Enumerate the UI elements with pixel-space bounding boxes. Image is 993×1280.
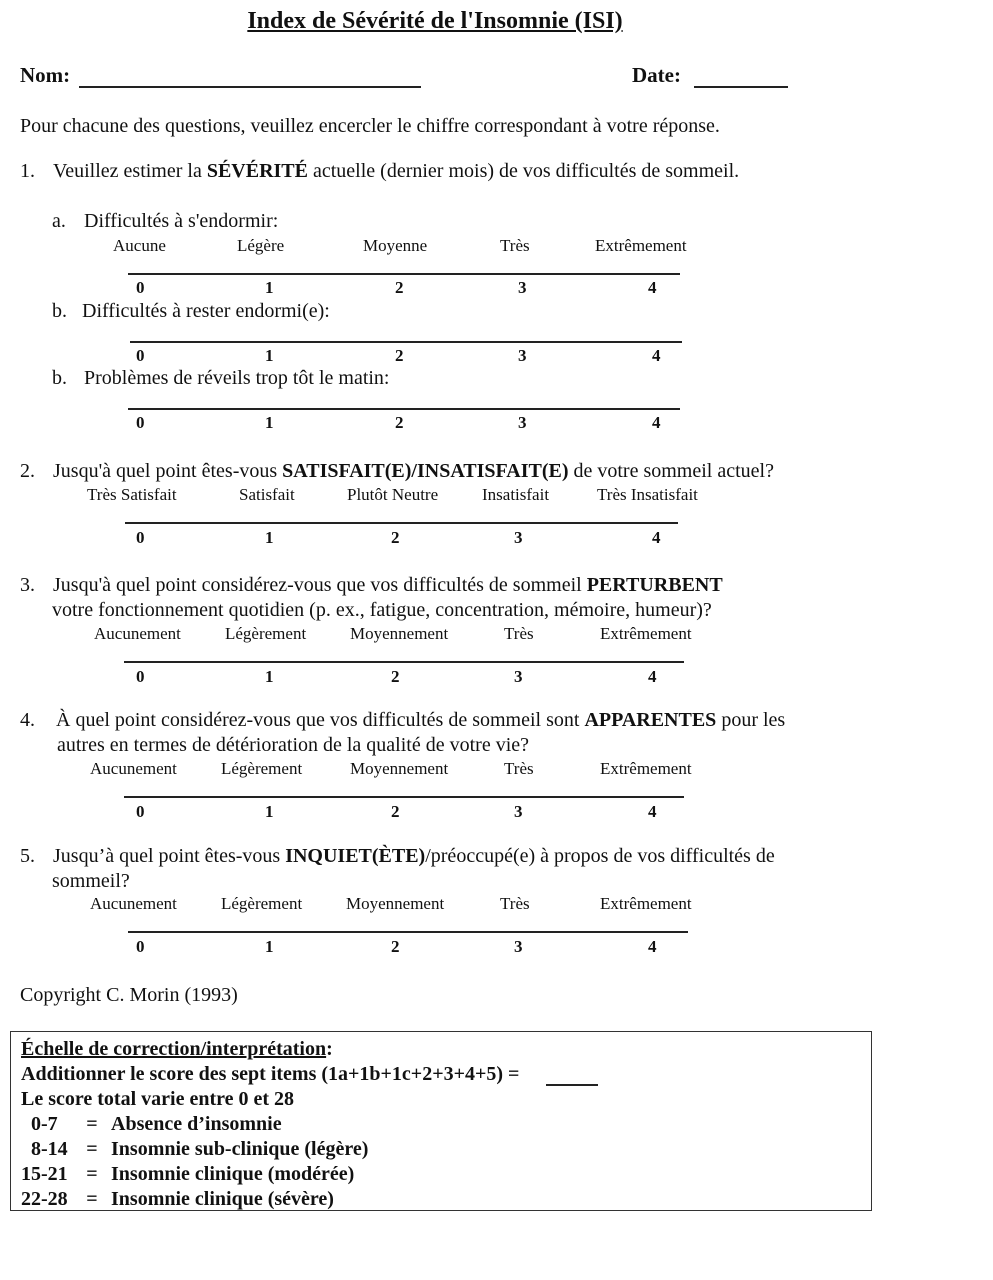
scale-option-1[interactable]: 1 <box>265 802 274 821</box>
name-field-group <box>20 63 421 88</box>
anchor-label: Extrêmement <box>600 759 692 778</box>
question-1c <box>52 367 390 390</box>
scale-option-1[interactable]: 1 <box>265 413 274 432</box>
scale-option-1[interactable]: 1 <box>265 667 274 686</box>
scale-option-2[interactable]: 2 <box>391 528 400 547</box>
question-text: Jusqu'à quel point êtes-vous <box>53 460 283 482</box>
scoring-box <box>10 1031 872 1211</box>
anchor-label: Plutôt Neutre <box>347 485 439 504</box>
scale-option-2[interactable]: 2 <box>395 413 404 432</box>
scale-option-4[interactable]: 4 <box>648 667 657 686</box>
scale-option-0[interactable]: 0 <box>136 937 145 956</box>
scale-line <box>128 931 688 933</box>
question-keyword: SÉVÉRITÉ <box>206 160 308 182</box>
anchor-label: Moyenne <box>363 236 428 255</box>
anchor-label: Très <box>500 236 530 255</box>
sum-instruction: Additionner le score des sept items (1a+1b+1c+2+3+4+5) = <box>21 1063 520 1085</box>
scale-option-3[interactable]: 3 <box>514 528 523 547</box>
question-text: Jusqu’à quel point êtes-vous <box>53 845 286 867</box>
scale-option-2[interactable]: 2 <box>395 346 404 365</box>
question-text-line2: votre fonctionnement quotidien (p. ex., fatigue, concentration, mémoire, humeur)? <box>52 599 712 621</box>
anchor-label: Très <box>504 759 534 778</box>
question-keyword: INQUIET(ÈTE) <box>285 845 426 867</box>
anchor-label: Satisfait <box>239 485 295 504</box>
question-text: À quel point considérez-vous que vos difficultés de sommeil sont <box>56 709 585 731</box>
scale-line <box>130 341 682 343</box>
question-text: Veuillez estimer la <box>53 160 207 182</box>
name-input[interactable] <box>79 64 421 88</box>
anchor-label: Aucunement <box>90 894 177 913</box>
scoring-heading-line <box>21 1038 333 1061</box>
scale-option-3[interactable]: 3 <box>514 802 523 821</box>
sum-instruction-line <box>21 1063 598 1086</box>
scale-option-2[interactable]: 2 <box>395 278 404 297</box>
scale-line <box>124 796 684 798</box>
interpretation-label: Insomnie clinique (sévère) <box>111 1188 334 1210</box>
date-label: Date: <box>632 63 681 87</box>
anchor-label: Aucune <box>113 236 166 255</box>
scale-option-4[interactable]: 4 <box>652 413 661 432</box>
scale-option-3[interactable]: 3 <box>514 937 523 956</box>
sub-item-letter: a. <box>52 210 66 232</box>
anchor-label: Insatisfait <box>482 485 550 504</box>
scale-line <box>124 661 684 663</box>
scale-option-0[interactable]: 0 <box>136 528 145 547</box>
anchor-label: Extrêmement <box>595 236 687 255</box>
scale-option-4[interactable]: 4 <box>652 346 661 365</box>
scale-option-4[interactable]: 4 <box>648 802 657 821</box>
scale-option-3[interactable]: 3 <box>518 413 527 432</box>
scale-option-0[interactable]: 0 <box>136 667 145 686</box>
heading-colon: : <box>326 1038 333 1060</box>
anchor-label: Légèrement <box>221 894 303 913</box>
instructions: Pour chacune des questions, veuillez encercler le chiffre correspondant à votre réponse. <box>20 115 720 137</box>
anchor-label: Extrêmement <box>600 894 692 913</box>
date-field-group <box>632 63 788 88</box>
scale-option-1[interactable]: 1 <box>265 278 274 297</box>
scale-option-2[interactable]: 2 <box>391 667 400 686</box>
interpretation-row <box>21 1188 334 1211</box>
anchor-label: Très <box>504 624 534 643</box>
question-2 <box>20 460 774 483</box>
question-5 <box>20 845 775 868</box>
equals-sign: = <box>86 1138 98 1160</box>
scale-option-1[interactable]: 1 <box>265 346 274 365</box>
anchor-label: Légèrement <box>221 759 303 778</box>
scoring-heading: Échelle de correction/interprétation <box>21 1038 327 1060</box>
anchor-label: Très <box>500 894 530 913</box>
sub-item-text: Difficultés à s'endormir: <box>84 210 279 232</box>
equals-sign: = <box>86 1163 98 1185</box>
scale-option-2[interactable]: 2 <box>391 802 400 821</box>
total-score-input[interactable] <box>546 1066 598 1086</box>
anchor-label: Moyennement <box>346 894 445 913</box>
scale-option-4[interactable]: 4 <box>648 278 657 297</box>
anchor-label: Moyennement <box>350 624 449 643</box>
scale-option-3[interactable]: 3 <box>514 667 523 686</box>
interpretation-range: 8-14 <box>31 1138 68 1160</box>
interpretation-row <box>21 1113 282 1136</box>
question-3 <box>20 574 723 597</box>
scale-option-0[interactable]: 0 <box>136 346 145 365</box>
question-text: /préoccupé(e) à propos de vos difficultés de <box>425 845 775 867</box>
question-text: pour les <box>716 709 786 731</box>
scale-option-0[interactable]: 0 <box>136 413 145 432</box>
anchor-label: Légère <box>237 236 285 255</box>
score-range-text: Le score total varie entre 0 et 28 <box>21 1088 295 1110</box>
sub-item-text: Problèmes de réveils trop tôt le matin: <box>84 367 390 389</box>
interpretation-label: Absence d’insomnie <box>111 1113 282 1135</box>
question-4 <box>20 709 785 732</box>
scale-option-1[interactable]: 1 <box>265 937 274 956</box>
question-1a <box>52 210 278 233</box>
scale-option-4[interactable]: 4 <box>648 937 657 956</box>
scale-option-3[interactable]: 3 <box>518 346 527 365</box>
interpretation-range: 0-7 <box>31 1113 58 1135</box>
question-text: de votre sommeil actuel? <box>568 460 774 482</box>
sub-item-text: Difficultés à rester endormi(e): <box>82 300 330 322</box>
scale-line <box>125 522 678 524</box>
question-keyword: PERTURBENT <box>586 574 723 596</box>
interpretation-range: 15-21 <box>21 1163 68 1185</box>
question-text: actuelle (dernier mois) de vos difficultés de sommeil. <box>307 160 740 182</box>
question-text-line2: autres en termes de détérioration de la qualité de votre vie? <box>57 734 530 756</box>
sub-item-letter: b. <box>52 367 67 389</box>
interpretation-range: 22-28 <box>21 1188 68 1210</box>
anchor-label: Très Satisfait <box>87 485 177 504</box>
scale-line <box>128 408 680 410</box>
question-1 <box>20 160 739 183</box>
question-text: Jusqu'à quel point considérez-vous que vos difficultés de sommeil <box>53 574 587 596</box>
scale-option-4[interactable]: 4 <box>652 528 661 547</box>
interpretation-row <box>21 1163 354 1186</box>
scale-line <box>128 273 680 275</box>
page-title: Index de Sévérité de l'Insomnie (ISI) <box>247 8 623 34</box>
interpretation-label: Insomnie sub-clinique (légère) <box>111 1138 369 1160</box>
anchor-label: Aucunement <box>94 624 181 643</box>
question-number: 1. <box>20 160 35 182</box>
question-text-line2: sommeil? <box>52 870 130 892</box>
scale-option-2[interactable]: 2 <box>391 937 400 956</box>
anchor-label: Aucunement <box>90 759 177 778</box>
equals-sign: = <box>86 1188 98 1210</box>
question-keyword: SATISFAIT(E)/INSATISFAIT(E) <box>282 460 569 482</box>
anchor-label: Très Insatisfait <box>597 485 698 504</box>
copyright-notice: Copyright C. Morin (1993) <box>20 984 238 1006</box>
question-number: 4. <box>20 709 35 731</box>
question-keyword: APPARENTES <box>584 709 717 731</box>
scale-option-0[interactable]: 0 <box>136 278 145 297</box>
equals-sign: = <box>86 1113 98 1135</box>
question-number: 3. <box>20 574 35 596</box>
anchor-label: Extrêmement <box>600 624 692 643</box>
interpretation-label: Insomnie clinique (modérée) <box>111 1163 355 1185</box>
anchor-label: Légèrement <box>225 624 307 643</box>
sub-item-letter: b. <box>52 300 67 322</box>
date-input[interactable] <box>694 64 788 88</box>
anchor-label: Moyennement <box>350 759 449 778</box>
scale-option-1[interactable]: 1 <box>265 528 274 547</box>
question-number: 2. <box>20 460 35 482</box>
scale-option-3[interactable]: 3 <box>518 278 527 297</box>
scale-option-0[interactable]: 0 <box>136 802 145 821</box>
name-label: Nom: <box>20 63 71 87</box>
question-number: 5. <box>20 845 35 867</box>
question-1b <box>52 300 330 323</box>
interpretation-row <box>21 1138 368 1161</box>
